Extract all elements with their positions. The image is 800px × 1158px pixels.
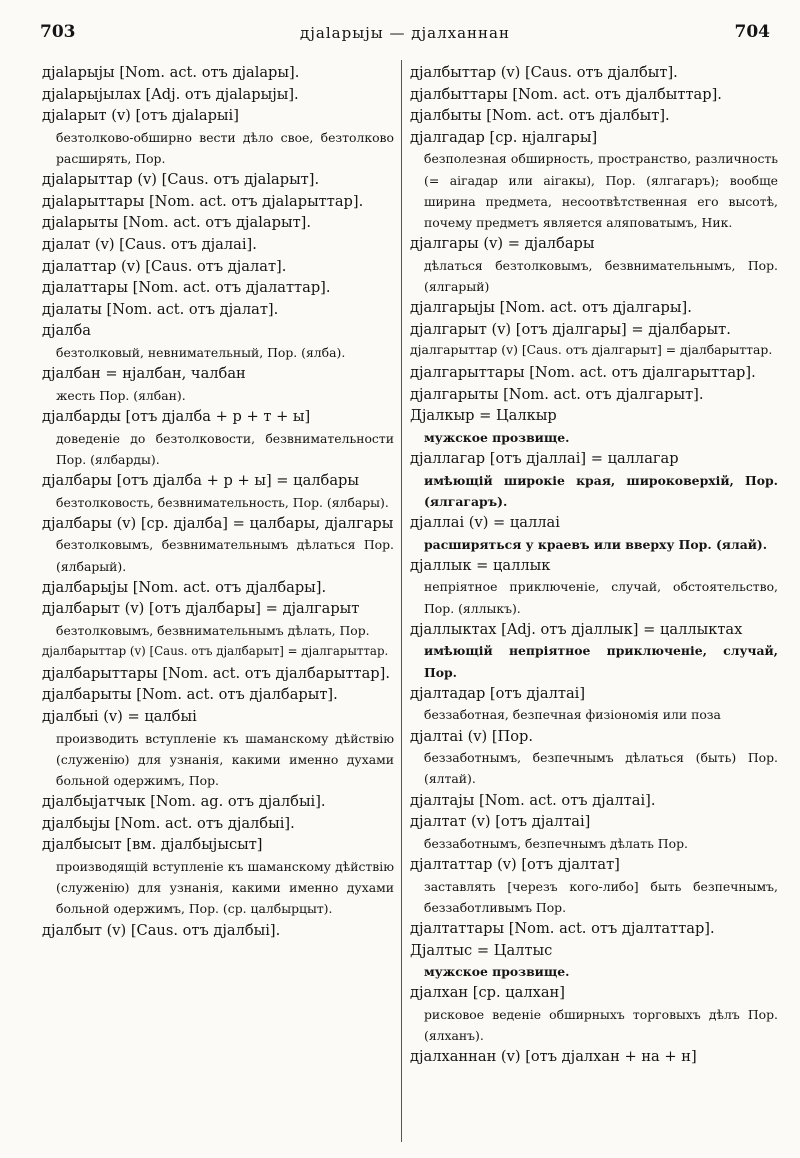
entry-headword: дјаллагар [отъ дјаллаi] = цаллагар (410, 449, 679, 467)
entry-headword: дјалгарыттары [Nom. act. отъ дјалгарыттар]. (410, 363, 756, 381)
entry-definition: безтолковый, невнимательный, Пор. (ялба). (56, 344, 346, 360)
dictionary-entry (42, 791, 394, 813)
entry-definition: заставлять [черезъ кого-либо] быть безпечнымъ, беззаботливымъ Пор. (424, 878, 778, 915)
entry-definition: безтолково-обширно вести дѣло свое, безтолково расширять, Пор. (56, 129, 394, 166)
entry-definition: беззаботная, безпечная физіономія или поза (424, 707, 721, 723)
entry-definition: расширяться у краевъ или вверху Пор. (ялай). (424, 536, 768, 552)
entry-headword: дјалбарды [отъ дјалба + р + т + ы] (42, 407, 311, 425)
entry-headword: дјалаттары [Nom. act. отъ дјалаттар]. (42, 279, 331, 297)
entry-headword: дјалтајы [Nom. act. отъ дјалтаi]. (410, 791, 656, 809)
entry-headword: дјалбыттары [Nom. act. отъ дјалбыттар]. (410, 85, 722, 103)
dictionary-entry (410, 62, 778, 84)
dictionary-entry (410, 362, 778, 384)
entry-headword: дјалбарыттар (v) [Caus. отъ дјалбарыт] = дјалгарыттар. (42, 644, 389, 659)
dictionary-entry (410, 790, 778, 812)
entry-definition: беззаботнымъ, безпечнымъ дѣлаться (быть) Пор. (ялтай). (424, 750, 778, 787)
dictionary-entry (410, 683, 778, 726)
dictionary-entry (42, 813, 394, 835)
dictionary-entry (410, 127, 778, 233)
entry-headword: дјалбарыјы [Nom. act. отъ дјалбары]. (42, 578, 327, 596)
entry-headword: дјалбысыт [вм. дјалбыјысыт] (42, 836, 263, 854)
entry-definition: жесть Пор. (ялбан). (56, 387, 186, 403)
dictionary-entry (42, 191, 394, 213)
entry-definition: рисковое веденіе обширныхъ торговыхъ дѣлъ Пор. (ялханъ). (424, 1006, 778, 1044)
entry-headword: дјалбарыт (v) [отъ дјалбары] = дјалгарыт (42, 600, 360, 618)
entry-headword: дјаlарыјы [Nom. act. отъ дјаlары]. (42, 64, 300, 81)
entry-headword: дјаlарыттары [Nom. act. отъ дјаlарыттар]. (42, 192, 364, 210)
dictionary-entry (42, 920, 394, 942)
entry-headword: дјалаты [Nom. act. отъ дјалат]. (42, 300, 279, 318)
entry-headword: дјалбарыттары [Nom. act. отъ дјалбарыттар]. (42, 664, 390, 682)
dictionary-entry (410, 233, 778, 297)
entry-headword: дјалбыі (v) = цалбыі (42, 707, 197, 725)
entry-definition: мужское прозвище. (424, 964, 570, 980)
entry-headword: дјалбыјатчык [Nom. ag. отъ дјалбыi]. (42, 793, 326, 811)
entry-definition: имѣющій широкіе края, широковерхій, Пор. (ялгагаръ). (424, 472, 778, 509)
entry-headword: дјалгарыт (v) [отъ дјалгары] = дјалбарыт. (410, 320, 731, 338)
dictionary-entry (410, 405, 778, 448)
dictionary-entry (42, 256, 394, 278)
page-header (40, 22, 770, 46)
dictionary-entry (42, 406, 394, 470)
dictionary-entry (410, 448, 778, 512)
entry-headword: дјалхан [ср. цалхан] (410, 984, 565, 1002)
dictionary-entry (410, 982, 778, 1046)
left-column (42, 62, 394, 941)
dictionary-entry (410, 726, 778, 790)
entry-headword: дјалба (42, 322, 91, 340)
dictionary-entry (410, 854, 778, 918)
dictionary-entry (42, 62, 394, 84)
dictionary-entry (42, 513, 394, 577)
entry-headword: дјаллаi (v) = цаллаi (410, 513, 560, 531)
dictionary-entry (42, 663, 394, 685)
entry-headword: дјалбары (v) [ср. дјалба] = цалбары, дјалгары (42, 514, 394, 532)
entry-headword: дјалгадар [ср. нјалгары] (410, 128, 598, 146)
dictionary-entry (42, 834, 394, 919)
page-number-left: 703 (40, 22, 76, 42)
entry-definition: непріятное приключеніе, случай, обстоятельство, Пор. (яллыкъ). (424, 579, 778, 616)
entry-definition: имѣющій непріятное приключеніе, случай, Пор. (424, 643, 778, 680)
page-number-right: 704 (734, 22, 770, 42)
dictionary-entry (410, 555, 778, 619)
dictionary-entry (410, 105, 778, 127)
entry-headword: дјалгарыјы [Nom. act. отъ дјалгары]. (410, 299, 692, 317)
entry-definition: беззаботнымъ, безпечнымъ дѣлать Пор. (424, 835, 688, 851)
dictionary-entry (42, 212, 394, 234)
entry-definition: производить вступленіе къ шаманскому дѣйствію (служенію) для узнанія, какими именно духами больной одержимъ, Пор. (56, 730, 394, 788)
entry-headword: дјаlарыты [Nom. act. отъ дјаlарыт]. (42, 214, 311, 232)
entry-definition: дѣлаться безтолковымъ, безвнимательнымъ, Пор. (ялгарый) (424, 257, 778, 294)
entry-headword: дјалтаттары [Nom. act. отъ дјалтаттар]. (410, 919, 715, 937)
dictionary-entry (410, 297, 778, 319)
column-divider (401, 60, 402, 1142)
dictionary-entry (410, 619, 778, 683)
dictionary-entry (410, 512, 778, 555)
entry-headword: дјалбыт (v) [Caus. отъ дјалбыi]. (42, 921, 281, 939)
dictionary-entry (42, 169, 394, 191)
entry-definition: безтолковымъ, безвнимательнымъ дѣлаться Пор. (ялбарый). (56, 537, 394, 574)
dictionary-entry (42, 105, 394, 169)
entry-headword: дјалат (v) [Caus. отъ дјалаi]. (42, 235, 257, 253)
entry-headword: дјалаттар (v) [Caus. отъ дјалат]. (42, 257, 287, 275)
entry-headword: дјаллык = цаллык (410, 556, 551, 574)
running-head: дјаlарыјы — дјалханнан (300, 24, 510, 42)
entry-headword: дјалтаттар (v) [отъ дјалтат] (410, 855, 620, 873)
entry-headword: дјалгарыты [Nom. act. отъ дјалгарыт]. (410, 385, 704, 403)
right-column (410, 62, 778, 1068)
entry-headword: дјаlарыттар (v) [Caus. отъ дјаlарыт]. (42, 171, 320, 189)
dictionary-entry (42, 363, 394, 406)
dictionary-entry (410, 319, 778, 341)
entry-headword: дјалбыјы [Nom. act. отъ дјалбыi]. (42, 814, 295, 832)
entry-headword: дјалгарыттар (v) [Caus. отъ дјалгарыт] = дјалбарыттар. (410, 343, 773, 358)
dictionary-entry (410, 918, 778, 940)
dictionary-entry (42, 277, 394, 299)
entry-definition: мужское прозвище. (424, 429, 570, 445)
entry-headword: дјалтаi (v) [Пор. (410, 727, 534, 745)
entry-headword: дјалбары [отъ дјалба + р + ы] = цалбары (42, 471, 359, 489)
dictionary-entry (410, 1046, 778, 1068)
dictionary-entry (42, 470, 394, 513)
dictionary-entry (410, 384, 778, 406)
entry-headword: дјалбыты [Nom. act. отъ дјалбыт]. (410, 107, 670, 125)
dictionary-entry (410, 811, 778, 854)
entry-headword: Дјалкыр = Цалкыр (410, 407, 557, 425)
dictionary-entry (42, 598, 394, 641)
entry-headword: дјаlарыјылах [Adj. отъ дјаlарыјы]. (42, 85, 299, 103)
entry-headword: дјалтат (v) [отъ дјалтаi] (410, 813, 591, 831)
entry-definition: безтолковость, безвнимательность, Пор. (ялбары). (56, 494, 389, 510)
entry-headword: дјалбарыты [Nom. act. отъ дјалбарыт]. (42, 686, 338, 704)
entry-definition: производящій вступленіе къ шаманскому дѣйствію (служенію) для узнанія, какими именно духами больной одержимъ, Пор. (ср. цалбырцыт). (56, 858, 394, 917)
entry-headword: дјалбыттар (v) [Caus. отъ дјалбыт]. (410, 64, 678, 81)
dictionary-entry (410, 940, 778, 983)
entry-definition: безполезная обширность, пространство, различность (= аiгадар или аiгакы), Пор. (ялгагаръ); вообще ширина предмета, несоотвѣтственная его высотѣ, почему предметъ является аляповатымъ, Ник. (424, 151, 778, 230)
dictionary-entry (410, 340, 778, 362)
entry-headword: дјалтадар [отъ дјалтаi] (410, 684, 586, 702)
dictionary-entry (42, 577, 394, 599)
dictionary-entry (410, 84, 778, 106)
dictionary-entry (42, 706, 394, 791)
dictionary-entry (42, 641, 394, 663)
entry-definition: доведеніе до безтолковости, безвнимательности Пор. (ялбарды). (56, 430, 394, 467)
dictionary-entry (42, 84, 394, 106)
entry-headword: дјалханнан (v) [отъ дјалхан + на + н] (410, 1048, 697, 1066)
dictionary-entry (42, 320, 394, 363)
entry-headword: дјалгары (v) = дјалбары (410, 235, 595, 253)
entry-headword: Дјалтыс = Цалтыс (410, 941, 553, 959)
entry-definition: безтолковымъ, безвнимательнымъ дѣлать, Пор. (56, 622, 370, 638)
entry-headword: дјаlарыт (v) [отъ дјаlарыi] (42, 107, 239, 125)
entry-headword: дјалбан = нјалбан, чалбан (42, 365, 246, 383)
dictionary-entry (42, 684, 394, 706)
dictionary-entry (42, 234, 394, 256)
entry-headword: дјаллыктах [Adj. отъ дјаллык] = цаллыктах (410, 620, 743, 638)
dictionary-entry (42, 299, 394, 321)
